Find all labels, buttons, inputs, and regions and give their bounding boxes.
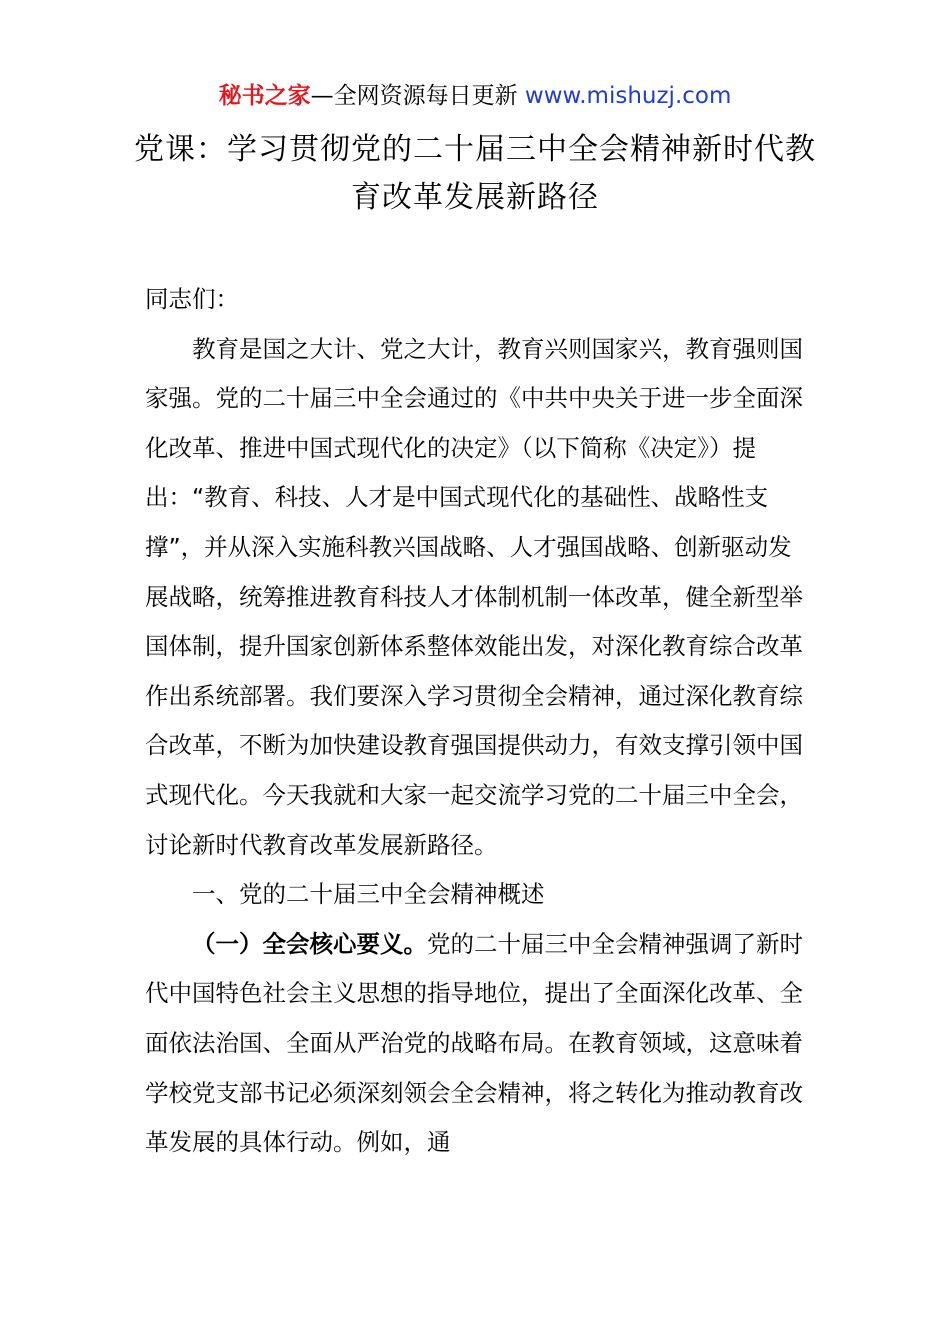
section-heading: 一、党的二十届三中全会精神概述 bbox=[192, 880, 545, 909]
header-url-link[interactable]: www.mishuzj.com bbox=[524, 83, 732, 109]
brand-name: 秘书之家 bbox=[218, 83, 311, 109]
subsection-paragraph bbox=[145, 920, 810, 1168]
site-header bbox=[0, 80, 950, 112]
document-title: 党课：学习贯彻党的二十届三中全会精神新时代教育改革发展新路径 bbox=[134, 132, 816, 215]
document-body bbox=[145, 275, 810, 1168]
subsection-lead: （一）全会核心要义。 bbox=[192, 929, 427, 958]
greeting: 同志们： bbox=[145, 285, 239, 313]
subsection-text: 党的二十届三中全会精神强调了新时代中国特色社会主义思想的指导地位，提出了全面深化改革、全面依法治国、全面从严治党的战略布局。在教育领域，这意味着学校党支部书记必须深刻领会全会精神，将之转化为推动教育改革发展的具体行动。例如，通 bbox=[145, 929, 803, 1157]
paragraph: 教育是国之大计、党之大计，教育兴则国家兴，教育强则国家强。党的二十届三中全会通过的《中共中央关于进一步全面深化改革、推进中国式现代化的决定》（以下简称《决定》）提出：“教育、科技、人才是中国式现代化的基础性、战略性支撑”，并从深入实施科教兴国战略、人才强国战略、创新驱动发展战略，统筹推进教育科技人才体制机制一体改革，健全新型举国体制，提升国家创新体系整体效能出发，对深化教育综合改革作出系统部署。我们要深入学习贯彻全会精神，通过深化教育综合改革，不断为加快建设教育强国提供动力，有效支撑引领中国式现代化。今天我就和大家一起交流学习党的二十届三中全会，讨论新时代教育改革发展新路径。 bbox=[145, 334, 803, 859]
header-tagline: —全网资源每日更新 bbox=[310, 83, 525, 109]
